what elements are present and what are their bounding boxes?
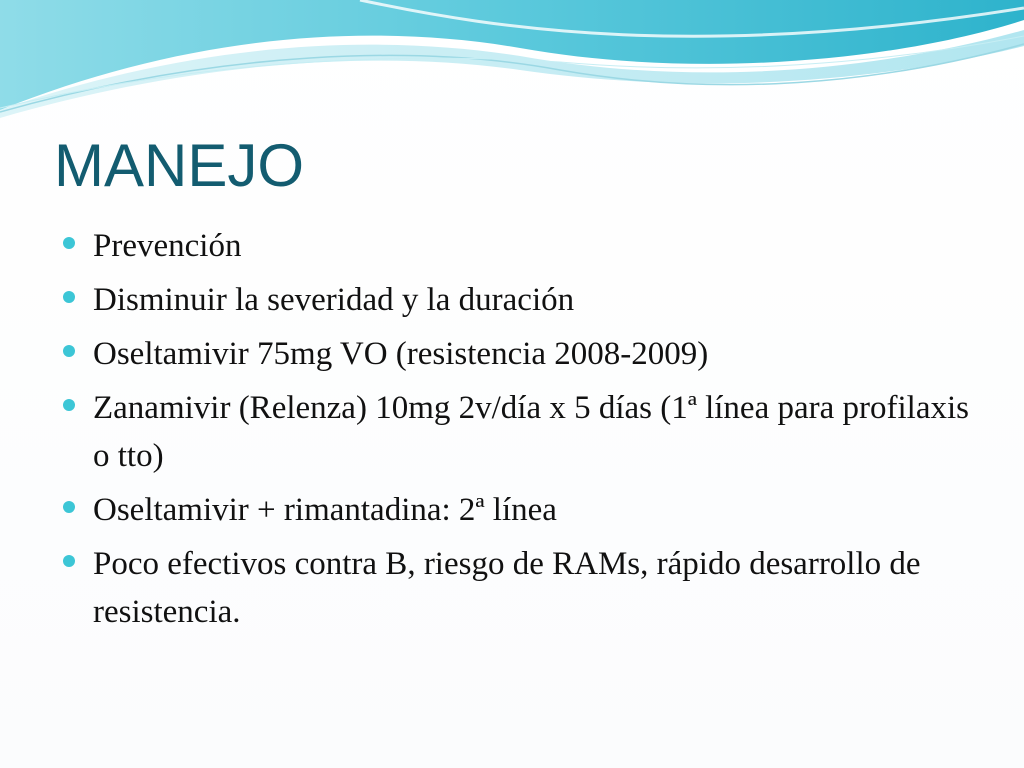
list-item — [60, 384, 970, 480]
bullet-dot-icon — [63, 291, 75, 303]
bullet-dot-icon — [63, 555, 75, 567]
list-item — [60, 222, 970, 270]
bullet-dot-icon — [63, 501, 75, 513]
bullet-dot-icon — [63, 399, 75, 411]
list-item — [60, 540, 970, 636]
bullet-dot-icon — [63, 237, 75, 249]
bullet-dot-icon — [63, 345, 75, 357]
bullet-text: Poco efectivos contra B, riesgo de RAMs, rápido desarrollo de resistencia. — [93, 546, 921, 630]
bullet-text: Prevención — [93, 228, 242, 264]
list-item — [60, 486, 970, 534]
bullet-list — [60, 222, 970, 642]
header-wave-decoration — [0, 0, 1024, 130]
bullet-text: Disminuir la severidad y la duración — [93, 282, 575, 318]
list-item — [60, 330, 970, 378]
list-item — [60, 276, 970, 324]
slide-title: MANEJO — [54, 132, 305, 199]
bullet-text: Zanamivir (Relenza) 10mg 2v/día x 5 días (1ª línea para profilaxis o tto) — [93, 390, 969, 474]
bullet-text: Oseltamivir 75mg VO (resistencia 2008-2009) — [93, 336, 709, 372]
bullet-text: Oseltamivir + rimantadina: 2ª línea — [93, 492, 557, 528]
